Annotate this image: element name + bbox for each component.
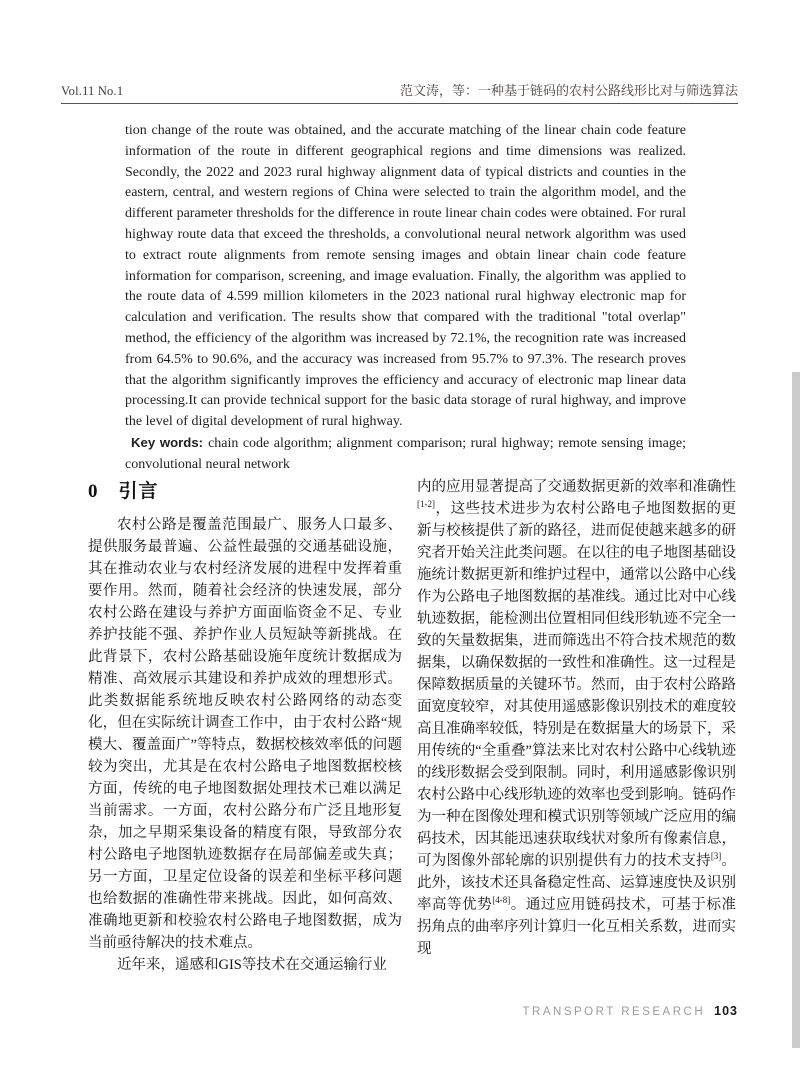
citation-superscript: [3] xyxy=(710,851,722,862)
page-number: 103 xyxy=(714,1004,738,1018)
volume-issue: Vol.11 No.1 xyxy=(61,84,124,98)
left-column xyxy=(88,476,402,976)
page-header xyxy=(61,80,738,99)
section-title: 引言 xyxy=(118,481,159,502)
body-paragraph: 内的应用显著提高了交通数据更新的效率和准确性[1-2]，这些技术进步为农村公路电子地图数据的更新与校核提供了新的路径，进而促使越来越多的研究者开始关注此类问题。在以往的电子地图基础设施统计数据更新和维护过程中，通常以公路中心线作为公路电子地图数据的基准线。通过比对中心线轨迹数据，能检测出位置相同但线形轨迹不完全一致的矢量数据集，进而筛选出不符合技术规范的数据集，以确保数据的一致性和准确性。这一过程是保障数据质量的关键环节。然而，由于农村公路路面宽度较窄，对其使用遥感影像识别技术的难度较高且准确率较低，特别是在数据量大的场景下，采用传统的“全重叠”算法来比对农村公路中心线轨迹的线形数据会受到限制。同时，利用遥感影像识别农村公路中心线形轨迹的效率也受到影响。链码作为一种在图像处理和模式识别等领域广泛应用的编码技术，因其能迅速获取线状对象所有像素信息，可为图像外部轮廓的识别提供有力的技术支持[3]。此外，该技术还具备稳定性高、运算速度快及识别率高等优势[4-8]。通过应用链码技术，可基于标准拐角点的曲率序列计算归一化互相关系数，进而实现 xyxy=(417,479,737,957)
page-edge-shadow xyxy=(792,372,800,1048)
citation-superscript: [1-2] xyxy=(417,499,435,510)
abstract-section xyxy=(125,121,686,476)
abstract-text: tion change of the route was obtained, and the accurate matching of the linear chain code feature information of the route in different geographical regions and time dimensions was realized. Secondly, the 2022 and 2023 rural highway alignment data of typical districts and counties in the eastern, central, and western regions of China were selected to train the algorithm model, and the different parameter thresholds for the difference in route linear chain codes were obtained. For rural highway route data that exceed the thresholds, a convolutional neural network algorithm was used to extract route alignments from remote sensing images and obtain linear chain code feature information for comparison, screening, and image evaluation. Finally, the algorithm was applied to the route data of 4.599 million kilometers in the 2023 national rural highway electronic map for calculation and verification. The results show that compared with the traditional "total overlap" method, the efficiency of the algorithm was increased by 72.1%, the recognition rate was increased from 64.5% to 90.6%, and the accuracy was increased from 95.7% to 97.3%. The research proves that the algorithm significantly improves the efficiency and accuracy of electronic map linear data processing.It can provide technical support for the basic data storage of rural highway, and improve the level of digital development of rural highway. xyxy=(125,123,686,430)
citation-superscript: [4-8] xyxy=(492,895,511,906)
header-divider xyxy=(61,103,738,104)
keywords-label: Key words xyxy=(131,434,199,450)
keywords-text: chain code algorithm; alignment comparison; rural highway; remote sensing image; convolutional neural network xyxy=(125,435,686,472)
body-paragraph: 农村公路是覆盖范围最广、服务人口最多、提供服务最普遍、公益性最强的交通基础设施，其在推动农业与农村经济发展的进程中发挥着重要作用。然而，随着社会经济的快速发展，部分农村公路在建设与养护方面面临资金不足、专业养护技能不强、养护作业人员短缺等新挑战。在此背景下，农村公路基础设施年度统计数据成为精准、高效展示其建设和养护成效的理想形式。此类数据能系统地反映农村公路网络的动态变化，但在实际统计调查工作中，由于农村公路“规模大、覆盖面广”等特点，数据校核效率低的问题较为突出，尤其是在农村公路电子地图数据校核方面，传统的电子地图数据处理技术已难以满足当前需求。一方面，农村公路分布广泛且地形复杂，加之早期采集设备的精度有限，导致部分农村公路电子地图轨迹数据存在局部偏差或失真；另一方面，卫星定位设备的误差和坐标平移问题也给数据的准确性带来挑战。因此，如何高效、准确地更新和校验农村公路电子地图数据，成为当前亟待解决的技术难点。 xyxy=(88,517,402,951)
section-heading xyxy=(88,476,402,503)
left-column-text xyxy=(88,514,402,976)
section-number: 0 xyxy=(88,481,99,502)
page-footer xyxy=(523,1002,738,1020)
running-title: 范文涛，等：一种基于链码的农村公路线形比对与筛选算法 xyxy=(399,83,738,98)
keywords-line xyxy=(125,433,686,476)
right-column xyxy=(417,476,736,960)
body-paragraph: 近年来，遥感和GIS等技术在交通运输行业 xyxy=(117,957,387,973)
right-column-text xyxy=(417,476,736,960)
keywords-colon: : xyxy=(198,434,204,450)
journal-name: TRANSPORT RESEARCH xyxy=(522,1006,706,1018)
